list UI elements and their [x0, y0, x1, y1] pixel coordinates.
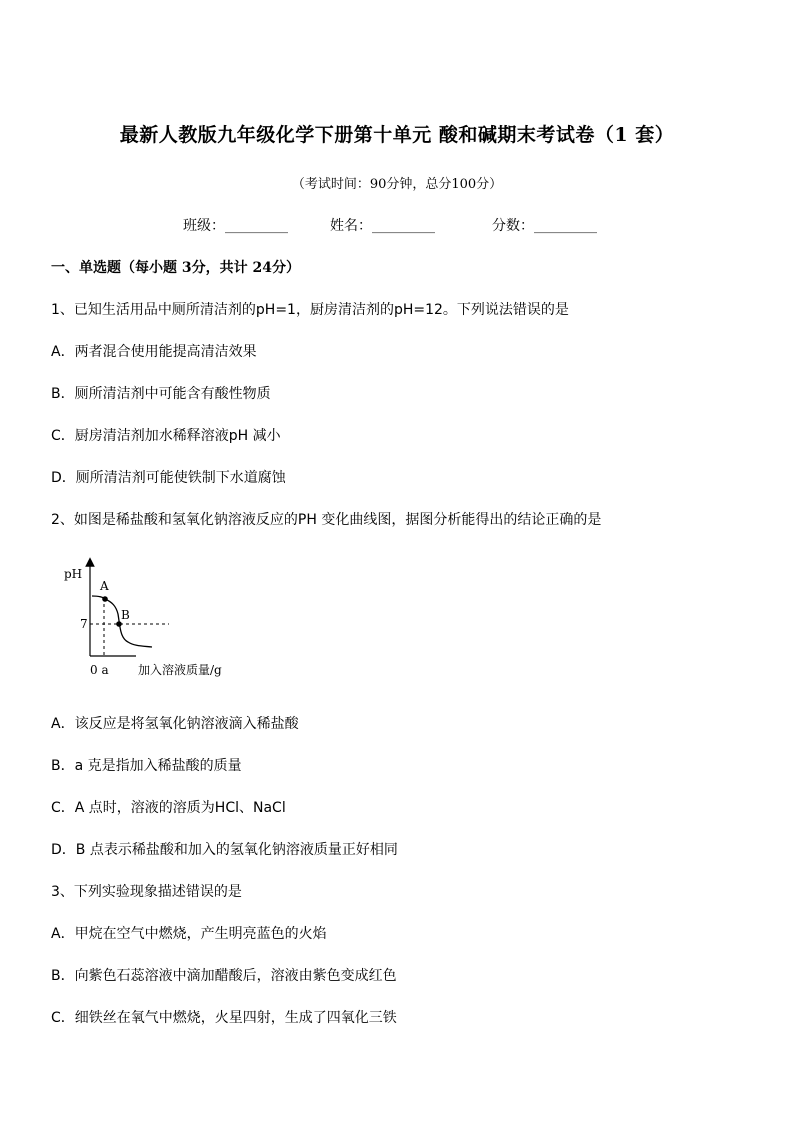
- question-1-stem: 1、已知生活用品中厕所清洁剂的pH=1，厨房清洁剂的pH=12。下列说法错误的是: [51, 302, 569, 318]
- question-2-option-d[interactable]: D．B 点表示稀盐酸和加入的氢氧化钠溶液质量正好相同: [51, 842, 398, 858]
- x-axis-label: 加入溶液质量/g: [138, 663, 222, 677]
- origin-label: 0 a: [90, 663, 109, 677]
- ph-curve-figure: [56, 556, 256, 686]
- question-2-option-c[interactable]: C．A 点时，溶液的溶质为HCl、NaCl: [51, 800, 286, 816]
- question-3-option-a[interactable]: A．甲烷在空气中燃烧，产生明亮蓝色的火焰: [51, 926, 327, 942]
- exam-subtitle: （考试时间：90分钟，总分100分）: [291, 177, 503, 192]
- question-1-option-c[interactable]: C．厨房清洁剂加水稀释溶液pH 减小: [51, 428, 281, 444]
- point-a-dot: [102, 596, 108, 602]
- tick-7-label: 7: [80, 617, 88, 631]
- ph-curve-svg: [56, 556, 256, 686]
- point-b-label: B: [121, 608, 130, 622]
- exam-title: 最新人教版九年级化学下册第十单元 酸和碱期末考试卷（1 套）: [119, 124, 675, 146]
- class-field[interactable]: 班级：_________: [183, 218, 288, 234]
- point-b-dot: [116, 621, 122, 627]
- y-axis-label: pH: [64, 567, 83, 581]
- section-heading: 一、单选题（每小题 3分，共计 24分）: [51, 260, 300, 276]
- question-2-stem: 2、如图是稀盐酸和氢氧化钠溶液反应的PH 变化曲线图，据图分析能得出的结论正确的是: [51, 512, 602, 528]
- question-3-option-b[interactable]: B．向紫色石蕊溶液中滴加醋酸后，溶液由紫色变成红色: [51, 968, 397, 984]
- question-1-option-a[interactable]: A．两者混合使用能提高清洁效果: [51, 344, 257, 360]
- question-3-stem: 3、下列实验现象描述错误的是: [51, 884, 242, 900]
- name-field[interactable]: 姓名：_________: [330, 218, 435, 234]
- question-1-option-d[interactable]: D．厕所清洁剂可能使铁制下水道腐蚀: [51, 470, 286, 486]
- question-3-option-c[interactable]: C．细铁丝在氧气中燃烧，火星四射，生成了四氧化三铁: [51, 1010, 397, 1026]
- score-field[interactable]: 分数：_________: [492, 218, 597, 234]
- question-2-option-b[interactable]: B．a 克是指加入稀盐酸的质量: [51, 758, 242, 774]
- question-1-option-b[interactable]: B．厕所清洁剂中可能含有酸性物质: [51, 386, 271, 402]
- point-a-label: A: [100, 579, 109, 593]
- question-2-option-a[interactable]: A．该反应是将氢氧化钠溶液滴入稀盐酸: [51, 716, 299, 732]
